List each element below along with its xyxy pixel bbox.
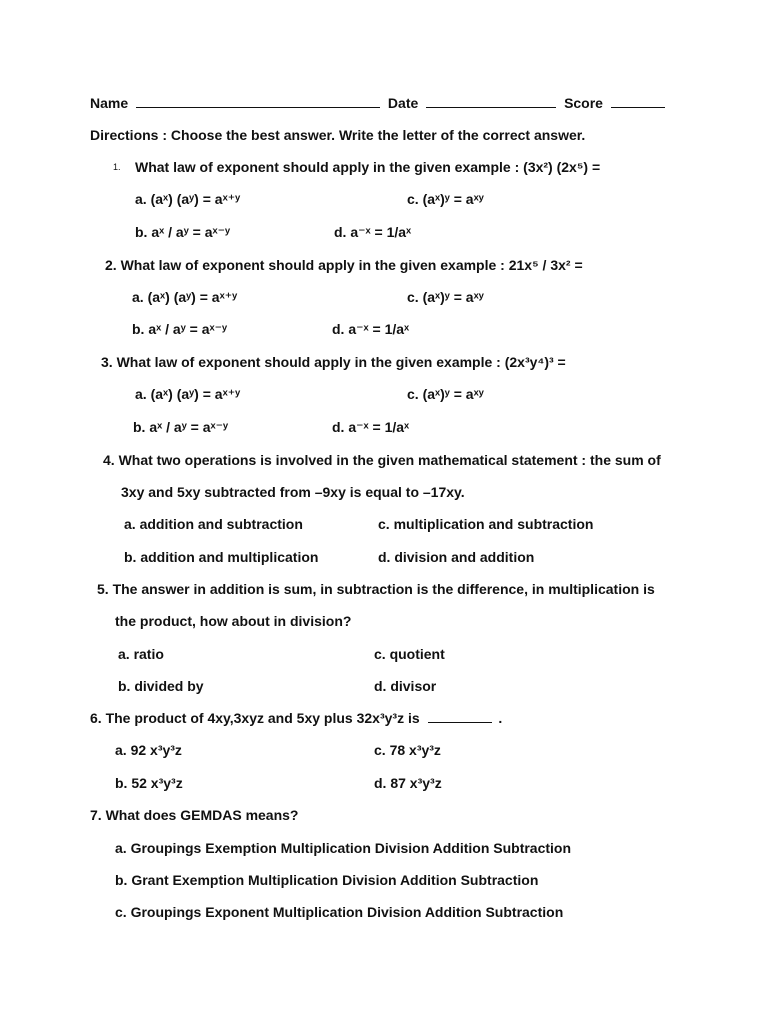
q5-stem-line1: 5. The answer in addition is sum, in subtraction is the difference, in multiplication is <box>97 581 655 597</box>
q1-stem: What law of exponent should apply in the given example : (3x²) (2x⁵) = <box>135 159 601 175</box>
q7-stem: 7. What does GEMDAS means? <box>90 807 299 823</box>
q7-option-c: c. Groupings Exponent Multiplication Division Addition Subtraction <box>115 904 564 920</box>
date-label: Date <box>387 95 419 111</box>
q6-stem-end: . <box>498 710 503 726</box>
q4-option-c: c. multiplication and subtraction <box>378 516 594 532</box>
q1-option-b: b. aˣ / aʸ = aˣ⁻ʸ <box>135 224 231 240</box>
score-blank <box>611 95 665 108</box>
q7-option-b: b. Grant Exemption Multiplication Division Addition Subtraction <box>115 872 539 888</box>
q6-answer-blank <box>428 710 492 723</box>
q1-option-c: c. (aˣ)ʸ = aˣʸ <box>407 191 484 207</box>
q1-option-d: d. a⁻ˣ = 1/aˣ <box>334 224 412 240</box>
q3-option-b: b. aˣ / aʸ = aˣ⁻ʸ <box>133 419 229 435</box>
q2-option-b: b. aˣ / aʸ = aˣ⁻ʸ <box>132 321 228 337</box>
q4-option-a: a. addition and subtraction <box>124 516 303 532</box>
q4-option-d: d. division and addition <box>378 549 535 565</box>
q5-option-c: c. quotient <box>374 646 445 662</box>
q2-option-c: c. (aˣ)ʸ = aˣʸ <box>407 289 484 305</box>
q4-stem-line2: 3xy and 5xy subtracted from –9xy is equal to –17xy. <box>121 484 465 500</box>
q3-option-c: c. (aˣ)ʸ = aˣʸ <box>407 386 484 402</box>
q6-stem <box>90 709 502 727</box>
q5-stem-line2: the product, how about in division? <box>115 613 352 629</box>
directions: Directions : Choose the best answer. Write the letter of the correct answer. <box>90 127 586 143</box>
q2-stem: 2. What law of exponent should apply in the given example : 21x⁵ / 3x² = <box>105 257 583 273</box>
q6-stem-text: 6. The product of 4xy,3xyz and 5xy plus 32x³y³z is <box>90 710 420 726</box>
q6-option-d: d. 87 x³y³z <box>374 775 442 791</box>
q6-option-a: a. 92 x³y³z <box>115 742 182 758</box>
q3-stem: 3. What law of exponent should apply in the given example : (2x³y⁴)³ = <box>101 354 566 370</box>
score-label: Score <box>564 95 603 111</box>
q3-option-a: a. (aˣ) (aʸ) = aˣ⁺ʸ <box>135 386 241 402</box>
q5-option-b: b. divided by <box>118 678 204 694</box>
q5-option-d: d. divisor <box>374 678 437 694</box>
q4-option-b: b. addition and multiplication <box>124 549 319 565</box>
q3-option-d: d. a⁻ˣ = 1/aˣ <box>332 419 410 435</box>
q4-stem-line1: 4. What two operations is involved in the given mathematical statement : the sum of <box>103 452 661 468</box>
q6-option-b: b. 52 x³y³z <box>115 775 183 791</box>
q1-number: 1. <box>113 162 121 172</box>
name-label: Name <box>90 95 129 111</box>
q5-option-a: a. ratio <box>118 646 164 662</box>
header-line <box>90 94 665 112</box>
q7-option-a: a. Groupings Exemption Multiplication Division Addition Subtraction <box>115 840 572 856</box>
q2-option-a: a. (aˣ) (aʸ) = aˣ⁺ʸ <box>132 289 238 305</box>
date-blank <box>426 95 556 108</box>
name-blank <box>136 95 380 108</box>
q1-option-a: a. (aˣ) (aʸ) = aˣ⁺ʸ <box>135 191 241 207</box>
q6-option-c: c. 78 x³y³z <box>374 742 441 758</box>
q2-option-d: d. a⁻ˣ = 1/aˣ <box>332 321 410 337</box>
